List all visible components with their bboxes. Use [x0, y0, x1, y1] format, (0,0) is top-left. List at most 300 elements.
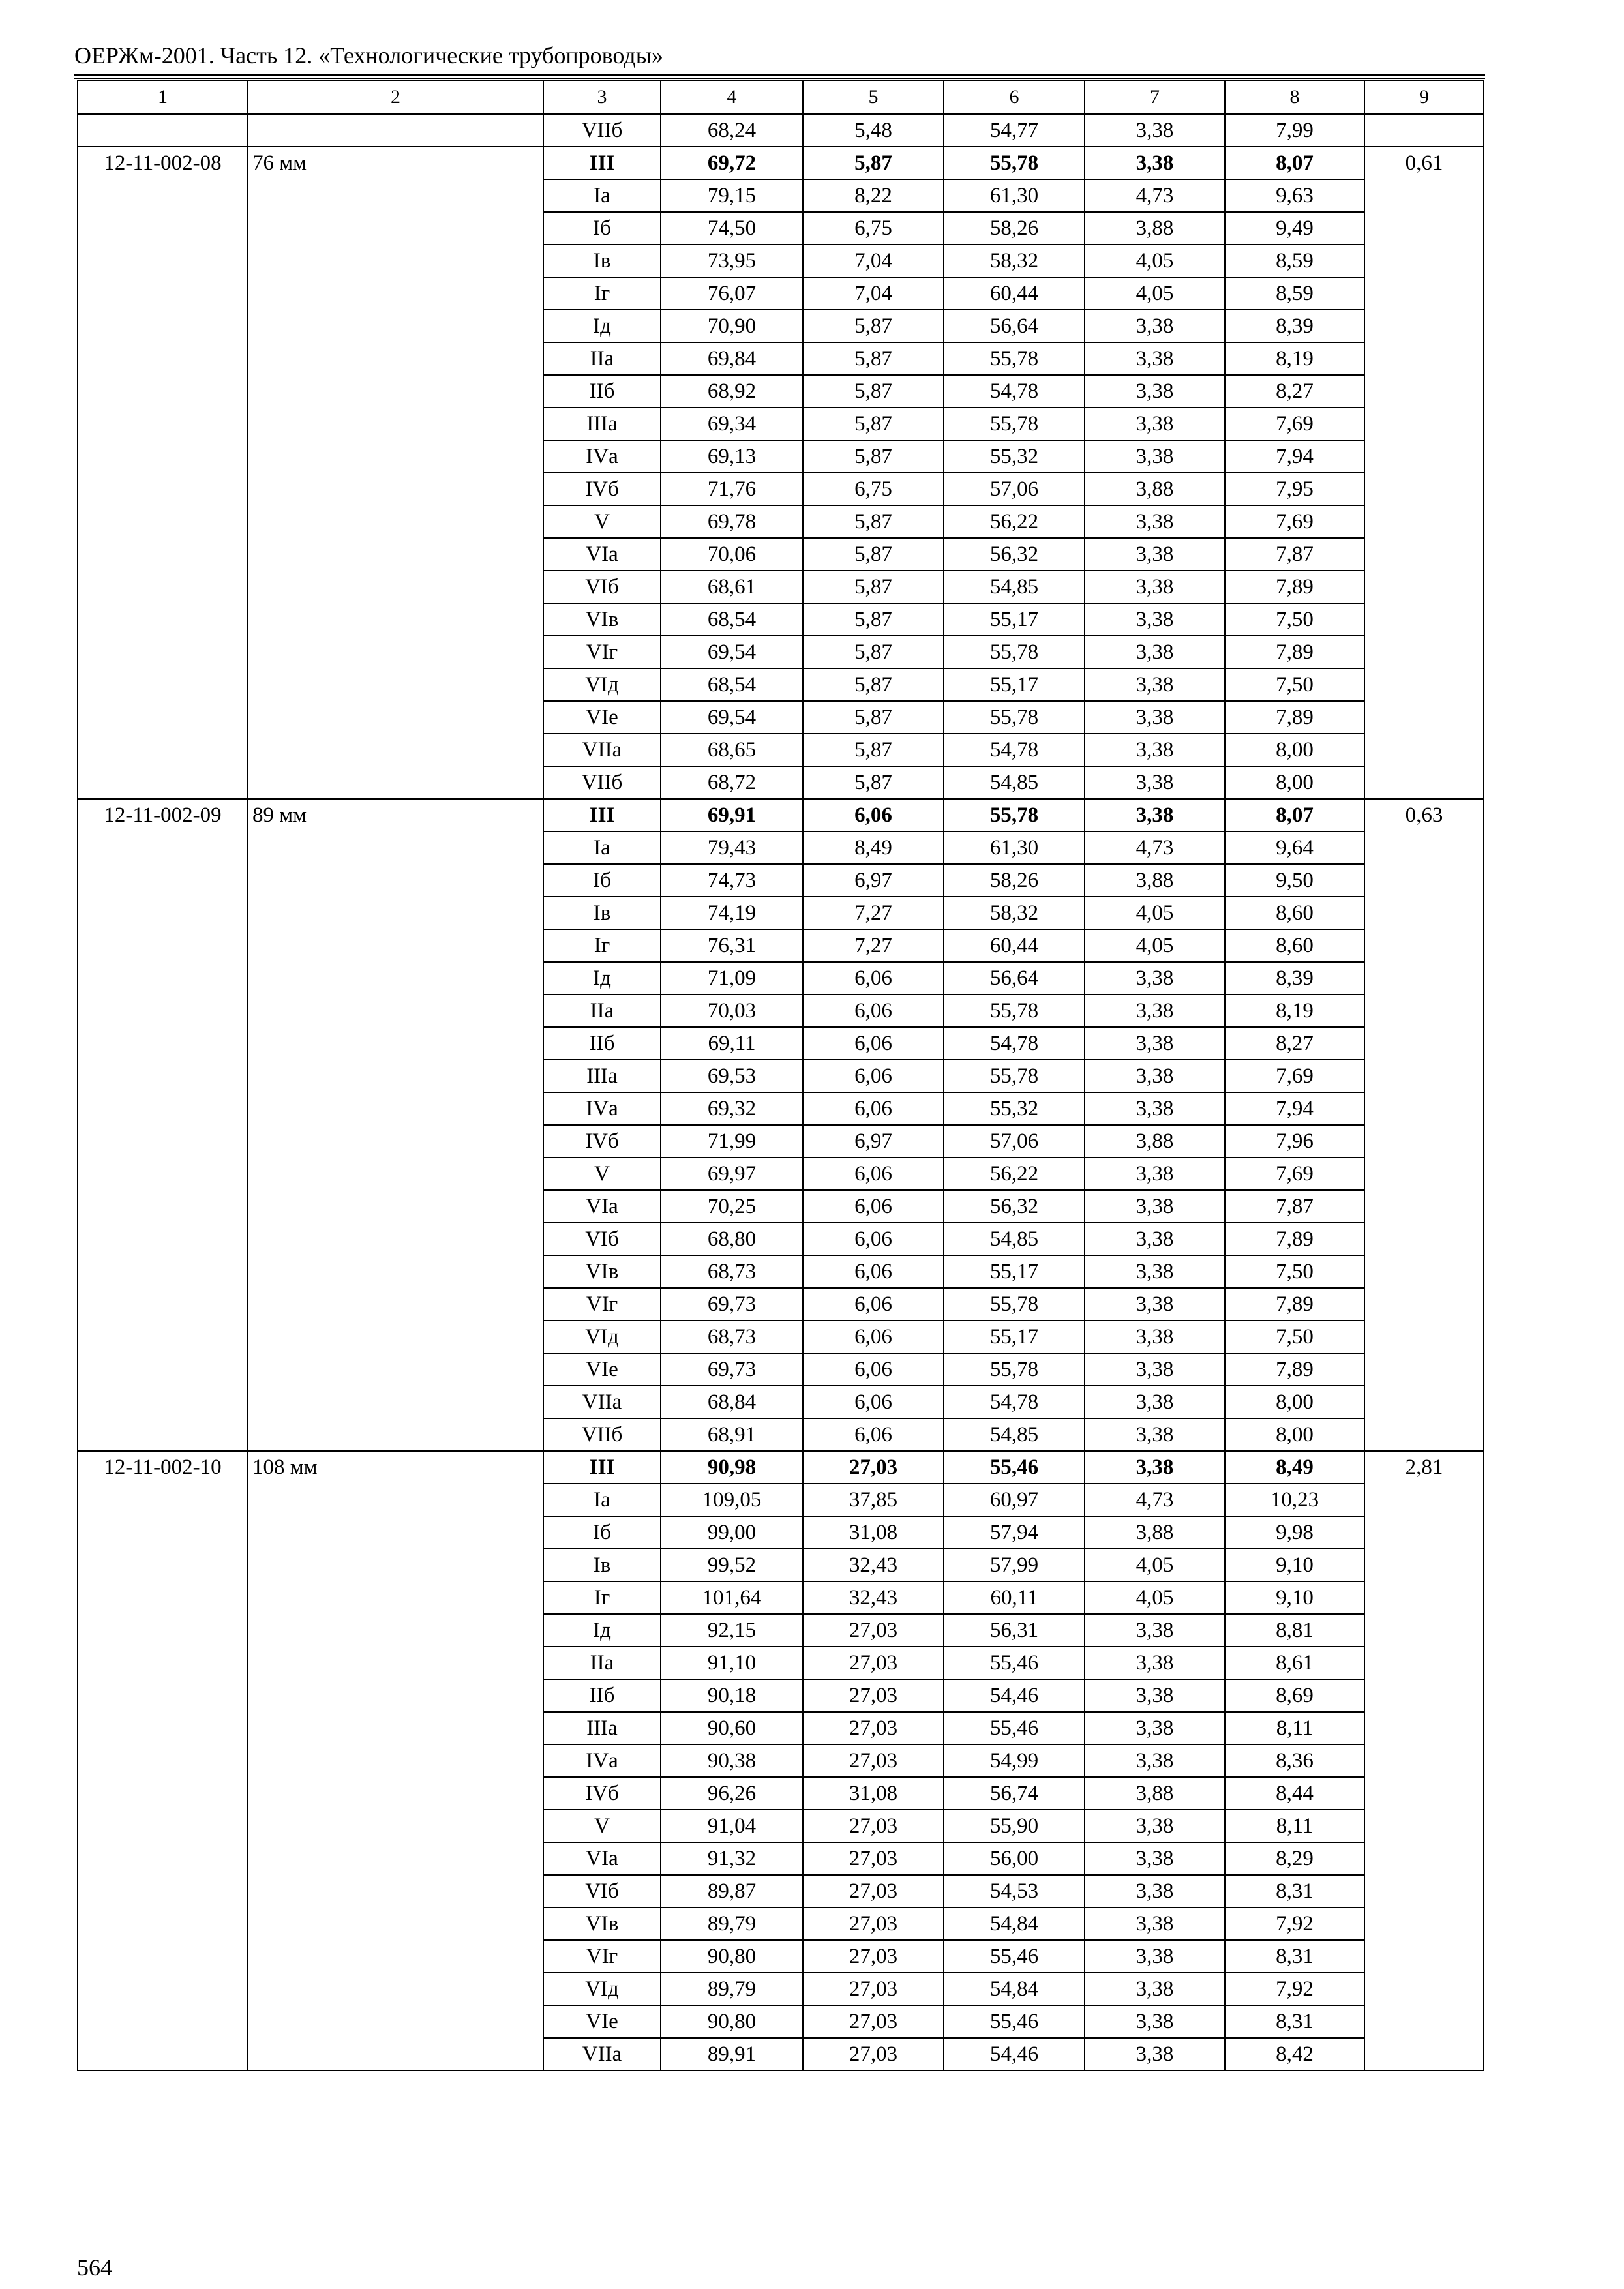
col5-cell: 6,06: [803, 1190, 944, 1223]
regime-cell: V: [543, 1810, 661, 1842]
col6-cell: 55,17: [944, 603, 1085, 636]
column-number: 4: [661, 80, 803, 114]
col6-cell: 55,78: [944, 995, 1085, 1027]
col5-cell: 7,27: [803, 929, 944, 962]
col5-cell: 6,06: [803, 1255, 944, 1288]
regime-cell: VIв: [543, 1908, 661, 1940]
col7-cell: 4,05: [1085, 1549, 1225, 1581]
regime-cell: VIIа: [543, 1386, 661, 1418]
col8-cell: 8,60: [1225, 897, 1364, 929]
col8-cell: 8,00: [1225, 766, 1364, 799]
col6-cell: 54,78: [944, 1386, 1085, 1418]
regime-cell: VIд: [543, 1973, 661, 2005]
regime-cell: Iд: [543, 310, 661, 342]
col6-cell: 60,97: [944, 1484, 1085, 1516]
col4-cell: 74,19: [661, 897, 803, 929]
col8-cell: 7,92: [1225, 1973, 1364, 2005]
col5-cell: 5,87: [803, 310, 944, 342]
col5-cell: 27,03: [803, 1614, 944, 1647]
col7-cell: 3,38: [1085, 636, 1225, 668]
regime-cell: IIб: [543, 1027, 661, 1060]
col6-cell: 55,46: [944, 1940, 1085, 1973]
col4-cell: 89,91: [661, 2038, 803, 2071]
col5-cell: 5,87: [803, 766, 944, 799]
col5-cell: 6,06: [803, 1092, 944, 1125]
regime-cell: VIб: [543, 571, 661, 603]
col5-cell: 31,08: [803, 1516, 944, 1549]
col7-cell: 3,38: [1085, 1353, 1225, 1386]
col4-cell: 70,03: [661, 995, 803, 1027]
col5-cell: 5,87: [803, 408, 944, 440]
col4-cell: 71,99: [661, 1125, 803, 1158]
col8-cell: 8,61: [1225, 1647, 1364, 1679]
col7-cell: 3,38: [1085, 1060, 1225, 1092]
col5-cell: 37,85: [803, 1484, 944, 1516]
col7-cell: 3,38: [1085, 2038, 1225, 2071]
col4-cell: 69,54: [661, 636, 803, 668]
col4-cell: 68,73: [661, 1321, 803, 1353]
col5-cell: 32,43: [803, 1581, 944, 1614]
col8-cell: 8,39: [1225, 310, 1364, 342]
col8-cell: 7,50: [1225, 1255, 1364, 1288]
col5-cell: 5,87: [803, 668, 944, 701]
col8-cell: 7,96: [1225, 1125, 1364, 1158]
col5-cell: 5,87: [803, 538, 944, 571]
col6-cell: 55,78: [944, 408, 1085, 440]
col7-cell: 3,38: [1085, 1386, 1225, 1418]
col8-cell: 9,49: [1225, 212, 1364, 245]
col7-cell: 3,38: [1085, 1223, 1225, 1255]
col8-cell: 9,10: [1225, 1549, 1364, 1581]
regime-cell: IIIа: [543, 408, 661, 440]
col5-cell: 27,03: [803, 1810, 944, 1842]
col5-cell: 6,06: [803, 1027, 944, 1060]
column-number: 2: [248, 80, 543, 114]
col5-cell: 7,04: [803, 245, 944, 277]
col6-cell: 60,11: [944, 1581, 1085, 1614]
col5-cell: 27,03: [803, 1712, 944, 1744]
col7-cell: 3,38: [1085, 734, 1225, 766]
col8-cell: 7,50: [1225, 603, 1364, 636]
regime-cell: IVб: [543, 473, 661, 505]
col4-cell: 69,34: [661, 408, 803, 440]
col6-cell: 54,77: [944, 114, 1085, 147]
col8-cell: 8,19: [1225, 342, 1364, 375]
col6-cell: 54,85: [944, 1418, 1085, 1451]
col7-cell: 3,38: [1085, 766, 1225, 799]
col4-cell: 74,50: [661, 212, 803, 245]
col8-cell: 7,50: [1225, 668, 1364, 701]
regime-cell: VIIа: [543, 2038, 661, 2071]
col7-cell: 3,38: [1085, 114, 1225, 147]
col8-cell: 8,27: [1225, 375, 1364, 408]
regime-cell: VIIб: [543, 1418, 661, 1451]
col7-cell: 3,88: [1085, 864, 1225, 897]
col6-cell: 58,32: [944, 245, 1085, 277]
col7-cell: 3,38: [1085, 1744, 1225, 1777]
col7-cell: 3,38: [1085, 1842, 1225, 1875]
column-number: 9: [1364, 80, 1484, 114]
col4-cell: 89,79: [661, 1908, 803, 1940]
col4-cell: 68,24: [661, 114, 803, 147]
diameter-cell: 108 мм: [248, 1451, 543, 2071]
col6-cell: 58,26: [944, 864, 1085, 897]
regime-cell: V: [543, 1158, 661, 1190]
col8-cell: 8,29: [1225, 1842, 1364, 1875]
col4-cell: 79,15: [661, 179, 803, 212]
col6-cell: 54,78: [944, 1027, 1085, 1060]
col8-cell: 9,50: [1225, 864, 1364, 897]
col6-cell: 55,78: [944, 1353, 1085, 1386]
col6-cell: 55,17: [944, 668, 1085, 701]
col8-cell: 8,42: [1225, 2038, 1364, 2071]
diameter-cell: 76 мм: [248, 147, 543, 799]
col5-cell: 6,75: [803, 212, 944, 245]
col5-cell: 32,43: [803, 1549, 944, 1581]
column-number: 6: [944, 80, 1085, 114]
col4-cell: 90,80: [661, 1940, 803, 1973]
col7-cell: 3,38: [1085, 1321, 1225, 1353]
col8-cell: 7,69: [1225, 1060, 1364, 1092]
code-cell: [78, 114, 248, 147]
col8-cell: 7,89: [1225, 636, 1364, 668]
col7-cell: 4,05: [1085, 245, 1225, 277]
col5-cell: 6,06: [803, 1386, 944, 1418]
rates-table: [77, 80, 1484, 2071]
col4-cell: 69,73: [661, 1353, 803, 1386]
col4-cell: 68,61: [661, 571, 803, 603]
col9-cell: 0,61: [1364, 147, 1484, 799]
col8-cell: 7,89: [1225, 1288, 1364, 1321]
col8-cell: 9,64: [1225, 831, 1364, 864]
col7-cell: 4,05: [1085, 929, 1225, 962]
col6-cell: 56,00: [944, 1842, 1085, 1875]
col7-cell: 3,38: [1085, 1288, 1225, 1321]
col7-cell: 3,88: [1085, 473, 1225, 505]
column-number: 7: [1085, 80, 1225, 114]
col4-cell: 90,38: [661, 1744, 803, 1777]
column-number: 5: [803, 80, 944, 114]
col4-cell: 90,80: [661, 2005, 803, 2038]
regime-cell: IIIа: [543, 1060, 661, 1092]
col7-cell: 3,88: [1085, 1777, 1225, 1810]
regime-cell: Iб: [543, 212, 661, 245]
col5-cell: 27,03: [803, 2038, 944, 2071]
col8-cell: 7,50: [1225, 1321, 1364, 1353]
col6-cell: 56,32: [944, 538, 1085, 571]
regime-cell: Iа: [543, 1484, 661, 1516]
col8-cell: 7,89: [1225, 571, 1364, 603]
col6-cell: 55,78: [944, 147, 1085, 179]
col5-cell: 7,27: [803, 897, 944, 929]
col6-cell: 56,22: [944, 1158, 1085, 1190]
col6-cell: 54,85: [944, 766, 1085, 799]
regime-cell: Iб: [543, 864, 661, 897]
col4-cell: 74,73: [661, 864, 803, 897]
regime-cell: III: [543, 799, 661, 831]
col8-cell: 8,11: [1225, 1712, 1364, 1744]
regime-cell: Iа: [543, 831, 661, 864]
col6-cell: 55,78: [944, 636, 1085, 668]
col5-cell: 6,75: [803, 473, 944, 505]
regime-cell: IIа: [543, 1647, 661, 1679]
regime-cell: Iв: [543, 897, 661, 929]
col7-cell: 3,88: [1085, 1125, 1225, 1158]
col4-cell: 68,91: [661, 1418, 803, 1451]
col7-cell: 3,38: [1085, 701, 1225, 734]
regime-cell: III: [543, 1451, 661, 1484]
col6-cell: 56,32: [944, 1190, 1085, 1223]
col5-cell: 6,06: [803, 1223, 944, 1255]
col7-cell: 3,38: [1085, 505, 1225, 538]
col5-cell: 31,08: [803, 1777, 944, 1810]
col7-cell: 3,38: [1085, 342, 1225, 375]
col4-cell: 69,72: [661, 147, 803, 179]
regime-cell: VIд: [543, 668, 661, 701]
col6-cell: 55,78: [944, 1288, 1085, 1321]
col8-cell: 7,69: [1225, 1158, 1364, 1190]
col7-cell: 3,38: [1085, 1092, 1225, 1125]
col5-cell: 27,03: [803, 1679, 944, 1712]
col8-cell: 8,31: [1225, 2005, 1364, 2038]
col4-cell: 70,90: [661, 310, 803, 342]
col8-cell: 8,00: [1225, 1418, 1364, 1451]
col4-cell: 69,78: [661, 505, 803, 538]
col5-cell: 5,87: [803, 440, 944, 473]
col4-cell: 89,87: [661, 1875, 803, 1908]
col7-cell: 3,38: [1085, 1875, 1225, 1908]
col8-cell: 8,31: [1225, 1875, 1364, 1908]
table-body: [78, 80, 1484, 2071]
col8-cell: 8,07: [1225, 147, 1364, 179]
header-rule: [74, 78, 1485, 79]
col5-cell: 5,87: [803, 342, 944, 375]
col8-cell: 7,92: [1225, 1908, 1364, 1940]
col7-cell: 3,38: [1085, 1158, 1225, 1190]
column-number: 1: [78, 80, 248, 114]
col8-cell: 7,89: [1225, 701, 1364, 734]
diameter-cell: 89 мм: [248, 799, 543, 1451]
col8-cell: 8,81: [1225, 1614, 1364, 1647]
col7-cell: 3,38: [1085, 799, 1225, 831]
code-cell: 12-11-002-10: [78, 1451, 248, 2071]
col8-cell: 7,95: [1225, 473, 1364, 505]
col4-cell: 68,54: [661, 603, 803, 636]
col6-cell: 60,44: [944, 929, 1085, 962]
col8-cell: 10,23: [1225, 1484, 1364, 1516]
col7-cell: 4,73: [1085, 1484, 1225, 1516]
col4-cell: 76,07: [661, 277, 803, 310]
page-title: ОЕРЖм-2001. Часть 12. «Технологические трубопроводы»: [74, 42, 663, 68]
col4-cell: 109,05: [661, 1484, 803, 1516]
col5-cell: 6,06: [803, 1060, 944, 1092]
col6-cell: 56,74: [944, 1777, 1085, 1810]
col4-cell: 69,54: [661, 701, 803, 734]
header-rule: [74, 74, 1485, 76]
col4-cell: 68,84: [661, 1386, 803, 1418]
col4-cell: 90,60: [661, 1712, 803, 1744]
col6-cell: 58,26: [944, 212, 1085, 245]
col4-cell: 68,80: [661, 1223, 803, 1255]
col4-cell: 68,65: [661, 734, 803, 766]
col5-cell: 5,87: [803, 701, 944, 734]
col8-cell: 8,49: [1225, 1451, 1364, 1484]
col6-cell: 60,44: [944, 277, 1085, 310]
col5-cell: 5,87: [803, 571, 944, 603]
col5-cell: 27,03: [803, 1940, 944, 1973]
regime-cell: IIа: [543, 342, 661, 375]
col7-cell: 3,38: [1085, 408, 1225, 440]
col8-cell: 7,94: [1225, 1092, 1364, 1125]
regime-cell: Iд: [543, 962, 661, 995]
col8-cell: 8,31: [1225, 1940, 1364, 1973]
col8-cell: 8,00: [1225, 734, 1364, 766]
col4-cell: 70,25: [661, 1190, 803, 1223]
col4-cell: 68,92: [661, 375, 803, 408]
col6-cell: 55,32: [944, 1092, 1085, 1125]
col8-cell: 8,19: [1225, 995, 1364, 1027]
col7-cell: 3,38: [1085, 668, 1225, 701]
col4-cell: 68,72: [661, 766, 803, 799]
table-row: [78, 1451, 1484, 1484]
col8-cell: 8,00: [1225, 1386, 1364, 1418]
regime-cell: IVб: [543, 1125, 661, 1158]
regime-cell: VIIа: [543, 734, 661, 766]
regime-cell: VIб: [543, 1875, 661, 1908]
col6-cell: 55,78: [944, 701, 1085, 734]
regime-cell: VIе: [543, 701, 661, 734]
col7-cell: 3,38: [1085, 571, 1225, 603]
col6-cell: 55,78: [944, 799, 1085, 831]
col7-cell: 3,38: [1085, 1451, 1225, 1484]
regime-cell: VIа: [543, 538, 661, 571]
col7-cell: 4,73: [1085, 831, 1225, 864]
col5-cell: 7,04: [803, 277, 944, 310]
col8-cell: 7,94: [1225, 440, 1364, 473]
regime-cell: VIг: [543, 636, 661, 668]
col7-cell: 3,38: [1085, 310, 1225, 342]
col7-cell: 3,38: [1085, 1908, 1225, 1940]
col6-cell: 55,17: [944, 1255, 1085, 1288]
regime-cell: IVб: [543, 1777, 661, 1810]
regime-cell: VIIб: [543, 766, 661, 799]
regime-cell: Iг: [543, 929, 661, 962]
regime-cell: VIе: [543, 2005, 661, 2038]
col7-cell: 3,38: [1085, 1973, 1225, 2005]
col5-cell: 6,06: [803, 995, 944, 1027]
col5-cell: 6,06: [803, 1288, 944, 1321]
col5-cell: 5,87: [803, 734, 944, 766]
col8-cell: 8,60: [1225, 929, 1364, 962]
col5-cell: 8,22: [803, 179, 944, 212]
regime-cell: VIд: [543, 1321, 661, 1353]
col4-cell: 90,18: [661, 1679, 803, 1712]
regime-cell: VIе: [543, 1353, 661, 1386]
col8-cell: 8,39: [1225, 962, 1364, 995]
col5-cell: 6,06: [803, 1321, 944, 1353]
table-row: [78, 147, 1484, 179]
col4-cell: 71,76: [661, 473, 803, 505]
col4-cell: 69,11: [661, 1027, 803, 1060]
col7-cell: 4,05: [1085, 277, 1225, 310]
regime-cell: V: [543, 505, 661, 538]
col7-cell: 3,38: [1085, 1614, 1225, 1647]
col5-cell: 5,87: [803, 147, 944, 179]
col8-cell: 7,87: [1225, 1190, 1364, 1223]
col4-cell: 90,98: [661, 1451, 803, 1484]
regime-cell: IIб: [543, 1679, 661, 1712]
col6-cell: 55,46: [944, 1451, 1085, 1484]
col6-cell: 54,84: [944, 1973, 1085, 2005]
col6-cell: 54,99: [944, 1744, 1085, 1777]
col9-cell: [1364, 114, 1484, 147]
col4-cell: 96,26: [661, 1777, 803, 1810]
col9-cell: 0,63: [1364, 799, 1484, 1451]
regime-cell: VIа: [543, 1190, 661, 1223]
col6-cell: 54,84: [944, 1908, 1085, 1940]
regime-cell: VIв: [543, 603, 661, 636]
col4-cell: 89,79: [661, 1973, 803, 2005]
col6-cell: 55,32: [944, 440, 1085, 473]
page-number: 564: [77, 2254, 112, 2281]
col6-cell: 57,06: [944, 1125, 1085, 1158]
col7-cell: 3,38: [1085, 538, 1225, 571]
col8-cell: 8,59: [1225, 245, 1364, 277]
code-cell: 12-11-002-09: [78, 799, 248, 1451]
col6-cell: 54,85: [944, 1223, 1085, 1255]
col4-cell: 91,10: [661, 1647, 803, 1679]
col4-cell: 68,54: [661, 668, 803, 701]
col8-cell: 9,98: [1225, 1516, 1364, 1549]
col8-cell: 7,69: [1225, 505, 1364, 538]
col7-cell: 4,73: [1085, 179, 1225, 212]
col7-cell: 3,38: [1085, 603, 1225, 636]
col7-cell: 3,38: [1085, 440, 1225, 473]
col4-cell: 69,73: [661, 1288, 803, 1321]
regime-cell: VIв: [543, 1255, 661, 1288]
col5-cell: 5,87: [803, 375, 944, 408]
col6-cell: 58,32: [944, 897, 1085, 929]
col5-cell: 6,97: [803, 1125, 944, 1158]
col6-cell: 55,90: [944, 1810, 1085, 1842]
col4-cell: 91,32: [661, 1842, 803, 1875]
column-number: 8: [1225, 80, 1364, 114]
col6-cell: 55,46: [944, 2005, 1085, 2038]
col7-cell: 3,38: [1085, 1940, 1225, 1973]
col6-cell: 54,46: [944, 1679, 1085, 1712]
col4-cell: 99,52: [661, 1549, 803, 1581]
col6-cell: 56,31: [944, 1614, 1085, 1647]
col6-cell: 57,99: [944, 1549, 1085, 1581]
col4-cell: 69,32: [661, 1092, 803, 1125]
col5-cell: 8,49: [803, 831, 944, 864]
regime-cell: VIг: [543, 1940, 661, 1973]
col8-cell: 8,44: [1225, 1777, 1364, 1810]
column-number: 3: [543, 80, 661, 114]
col8-cell: 7,87: [1225, 538, 1364, 571]
regime-cell: IVа: [543, 1092, 661, 1125]
col5-cell: 27,03: [803, 1973, 944, 2005]
col5-cell: 27,03: [803, 1451, 944, 1484]
col7-cell: 3,38: [1085, 962, 1225, 995]
col6-cell: 55,46: [944, 1647, 1085, 1679]
col6-cell: 56,22: [944, 505, 1085, 538]
regime-cell: Iг: [543, 277, 661, 310]
col5-cell: 5,87: [803, 603, 944, 636]
regime-cell: VIа: [543, 1842, 661, 1875]
col5-cell: 27,03: [803, 1875, 944, 1908]
col8-cell: 9,10: [1225, 1581, 1364, 1614]
